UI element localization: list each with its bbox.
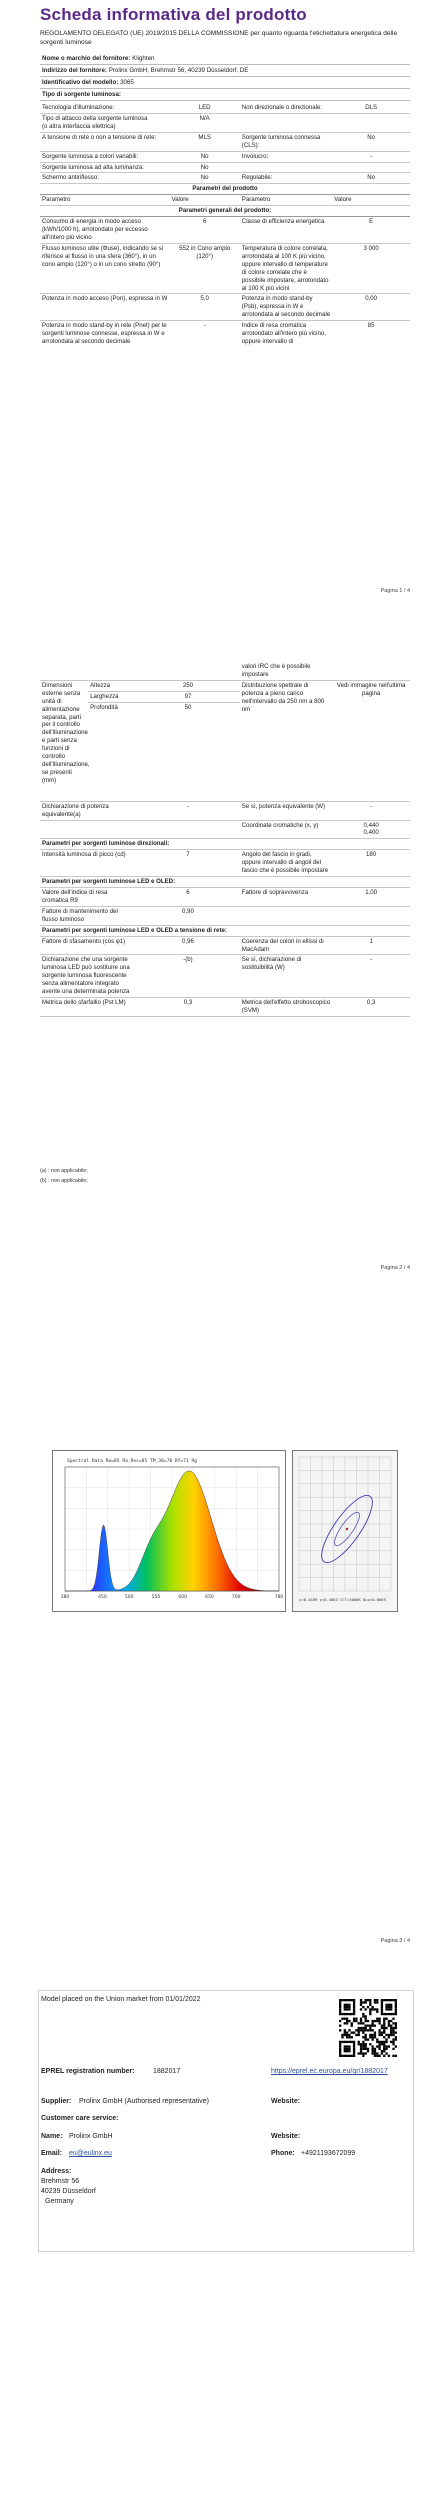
spectrum-legend: Spectral Data Ra=85 Ra_Rec=85 TM_30=70 Rf=71 Rg xyxy=(67,1459,197,1464)
name-value: Prolinx GmbH xyxy=(69,2133,113,2140)
email-link[interactable]: eu@eulinx.eu xyxy=(69,2150,112,2157)
table-row: Tecnologia d'illuminazione: LED Non direzionale o direzionale: DLS xyxy=(40,103,410,113)
source-type-table xyxy=(40,103,410,347)
spectrum-x-tick-label: 450 xyxy=(98,1595,107,1600)
table-row: Flusso luminoso utile (Φuse), indicando se si riferisce al flusso in una sfera (360°), in un cono ampio (120°) o in un cono stretto (90°) 552 in Cono ampio (120°) Temperatura di colore correlata, arrotondata al 100 K più vicino, oppure intervallo di temperature di colore correlate che è possibile impostare, arrotondato al 100 K più vicini 3 000 xyxy=(40,243,410,294)
chromaticity-point xyxy=(346,1528,348,1530)
table-row: Tipo di attacco della sorgente luminosa (o altra interfaccia elettrica) N/A xyxy=(40,113,410,132)
table-row: Intensità luminosa di picco (cd) 7 Angolo del fascio in gradi, oppure intervallo di angoli del fascio che è possibile impostare 180 xyxy=(40,850,410,877)
cie-caption: x=0.4409 y=0.4003 CCT=3000K Duv=0.0005 xyxy=(299,1597,386,1602)
eprel-link[interactable]: https://eprel.ec.europa.eu/qr/1882017 xyxy=(271,2068,388,2075)
supplier-address-row: Indirizzo del fornitore: Prolinx GmbH, Brehmstr 56, 40239 Düsseldorf, DE xyxy=(40,66,410,77)
table-row: Dimensioni esterne senza unità di alimentazione separata, parti per il controllo dell'illuminazione e parti senza funzioni di controllo dell'illuminazione, se presenti (mm) Altezza 250 Distribuzione spettrale di potenza a pieno carico nell'intervallo da 250 nm a 800 nm Vedi immagine nell'ultima pagina xyxy=(40,680,410,691)
table-row: Sorgente luminosa a colori variabili: No Involucro: - xyxy=(40,151,410,162)
table-row xyxy=(40,839,410,850)
mains-title: Parametri per sorgenti luminose LED e OLED a tensione di rete: xyxy=(40,925,410,936)
address-line-1: Brehmstr 56 xyxy=(41,2178,80,2185)
table-row: Larghezza 97 xyxy=(40,691,410,702)
source-type-row: Tipo di sorgente luminosa: xyxy=(40,90,410,101)
cie-chart-frame xyxy=(292,1450,398,1612)
table-header-row: Parametro Valore Parametro Valore xyxy=(40,195,410,206)
spectrum-x-tick-label: 650 xyxy=(205,1595,214,1600)
table-row xyxy=(40,925,410,936)
table-row xyxy=(40,877,410,888)
phone-label: Phone: xyxy=(271,2150,295,2157)
directional-title: Parametri per sorgenti luminose direzionali: xyxy=(40,839,410,850)
spectrum-x-tick-label: 550 xyxy=(151,1595,161,1600)
supplier-name-row: Nome o marchio del fornitore: Klighten xyxy=(40,54,410,65)
table-row: Coordinate cromatiche (x, y) 0,440 0,400 xyxy=(40,820,410,839)
table-row: Fattore di sfasamento (cos φ1) 0,96 Coerenza dei colori in ellissi di MacAdam 1 xyxy=(40,936,410,955)
name-label: Name: xyxy=(41,2133,63,2140)
email-label: Email: xyxy=(41,2150,63,2157)
table-row: Consumo di energia in modo acceso (kWh/1000 h), arrotondato per eccesso all'intero più vicino 6 Classe di efficienza energetica E xyxy=(40,217,410,244)
page-number: Pagina 1 / 4 xyxy=(380,588,410,594)
market-date-text: Model placed on the Union market from 01/01/2022 xyxy=(41,1996,201,2003)
supplier-label: Supplier: xyxy=(41,2098,72,2105)
cie-grid xyxy=(299,1457,391,1591)
general-params-title: Parametri generali del prodotto: xyxy=(40,206,410,217)
cie-chart xyxy=(293,1451,397,1611)
table-row: Metrica dello sfarfallio (Pst LM) 0,3 Metrica dell'effetto stroboscopico (SVM) 0,3 xyxy=(40,998,410,1017)
footnote-b: (b) : non applicabile; xyxy=(40,1178,88,1184)
table-row: Sorgente luminosa ad alta luminanza: No xyxy=(40,162,410,173)
address-label: Address: xyxy=(41,2168,72,2175)
spectrum-x-tick-label: 500 xyxy=(124,1595,134,1600)
spectrum-x-tick-label: 600 xyxy=(178,1595,187,1600)
table-row: Profondità 50 xyxy=(40,702,410,801)
table-row: valori IRC che è possibile impostare xyxy=(40,662,410,680)
dimensions-label: Dimensioni esterne senza unità di alimentazione separata, parti per il controllo dell'illuminazione e parti senza funzioni di controllo dell'illuminazione, se presenti (mm) xyxy=(40,680,88,801)
table-row: Dichiarazione di potenza equivalente(a) - Se sì, potenza equivalente (W) - xyxy=(40,801,410,820)
spectrum-x-tick-label: 380 xyxy=(60,1595,70,1600)
customer-care-title: Customer care service: xyxy=(41,2115,119,2122)
phone-value: +4921193672099 xyxy=(301,2150,356,2157)
page-number: Pagina 3 / 4 xyxy=(380,1938,410,1944)
eprel-reg-value: 1882017 xyxy=(153,2068,181,2075)
product-params-title: Parametri del prodotto xyxy=(40,184,410,195)
website-label-2: Website: xyxy=(271,2133,301,2140)
address-line-3: Germany xyxy=(45,2198,74,2205)
led-title: Parametri per sorgenti luminose LED e OLED: xyxy=(40,877,410,888)
table-row xyxy=(40,184,410,195)
eprel-card xyxy=(38,1990,414,2252)
regulation-text: REGOLAMENTO DELEGATO (UE) 2019/2015 DELLA COMMISSIONE per quanto riguarda l'etichettatura energetica delle sorgenti luminose xyxy=(40,30,398,46)
spectrum-x-tick-label: 700 xyxy=(231,1595,241,1600)
eprel-reg-label: EPREL registration number: xyxy=(41,2068,135,2075)
table-row: Dichiarazione che una sorgente luminosa LED può sostituire una sorgente luminosa fluorescente senza alimentatore integrato avente una determinata potenza -(b) Se sì, dichiarazione di sostituibilità (W) - xyxy=(40,955,410,998)
footnote-a: (a) : non applicabile; xyxy=(40,1168,88,1174)
table-row: Valore dell'indice di resa cromatica R9 6 Fattore di sopravvivenza 1,00 xyxy=(40,887,410,906)
table-row xyxy=(40,206,410,217)
spectrum-chart xyxy=(53,1451,285,1611)
supplier-value: Prolinx GmbH (Authorised representative) xyxy=(79,2098,209,2105)
table-row: Schermo antiriflesso: No Regolabile: No xyxy=(40,173,410,184)
spectrum-chart-frame xyxy=(52,1450,286,1612)
page-number: Pagina 2 / 4 xyxy=(380,1265,410,1271)
qr-code-icon[interactable] xyxy=(339,1999,397,2057)
table-row: Potenza in modo stand-by in rete (Pnet) per le sorgenti luminose connesse, espressa in W e arrotondata al secondo decimale - Indice di resa cromatica arrotondato all'intero più vicino, oppure intervallo di 85 xyxy=(42,322,375,346)
params-table-continued xyxy=(40,662,410,1017)
page-title: Scheda informativa del prodotto xyxy=(40,5,307,24)
table-row: Fattore di mantenimento del flusso luminoso 0,90 xyxy=(40,906,410,925)
table-row: Potenza in modo acceso (Pon), espressa in W 5,0 Potenza in modo stand-by (Psb), espressa in W e arrotondata al secondo decimale 0,00 xyxy=(40,294,410,321)
spectrum-x-tick-label: 780 xyxy=(274,1595,284,1600)
table-row: A tensione di rete o non a tensione di rete: MLS Sorgente luminosa connessa (CLS): No xyxy=(40,132,410,151)
website-label-1: Website: xyxy=(271,2098,301,2105)
address-line-2: 40239 Düsseldorf xyxy=(41,2188,96,2195)
model-id-row: Identificativo del modello: 3065 xyxy=(40,78,410,89)
